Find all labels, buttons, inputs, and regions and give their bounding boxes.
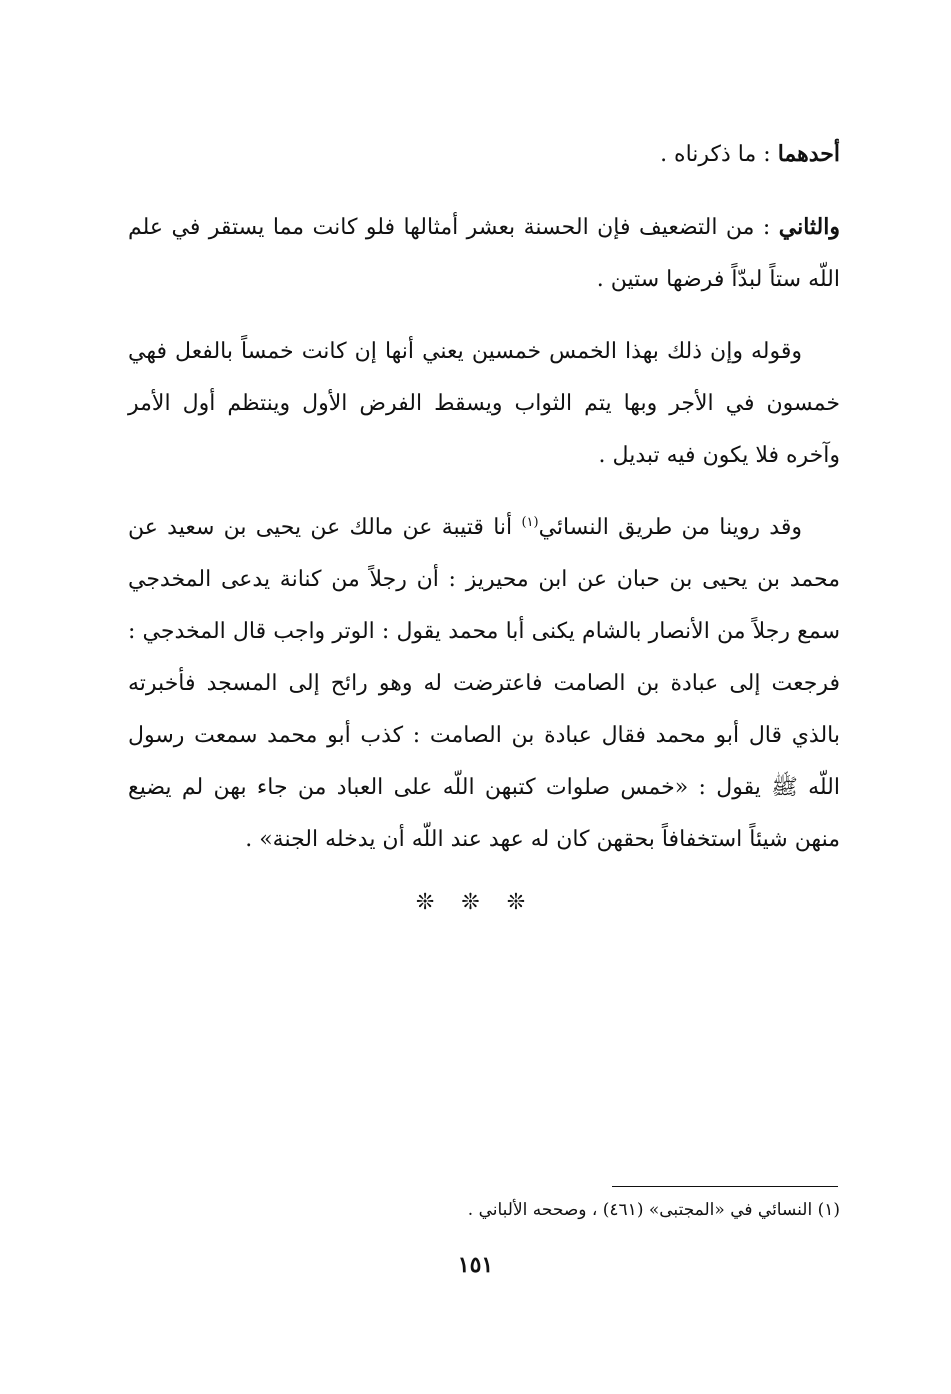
paragraph-2	[128, 201, 840, 306]
paragraph-3: وقوله وإن ذلك بهذا الخمس خمسين يعني أنها إن كانت خمساً بالفعل فهي خمسون في الأجر وبها يتم الثواب ويسقط الفرض الأول وينتظم أول الأمر وآخره فلا يكون فيه تبديل .	[128, 339, 840, 468]
paragraph-4-text-rest: أنا قتيبة عن مالك عن يحيى بن سعيد عن محمد بن يحيى بن حبان عن ابن محيريز : أن رجلاً من كنانة يدعى المخدجي سمع رجلاً من الأنصار بالشام يكنى أبا محمد يقول : الوتر واجب قال المخدجي : فرجعت إلى عبادة بن الصامت فاعترضت له وهو رائح إلى المسجد فأخبرته بالذي قال أبو محمد فقال عبادة بن الصامت : كذب أبو محمد سمعت رسول اللّه ﷺ يقول : «خمس صلوات كتبهن اللّه على العباد من جاء بهن لم يضيع منهن شيئاً استخفافاً بحقهن كان له عهد عند اللّه أن يدخله الجنة» .	[128, 515, 840, 852]
footnote-reference[interactable]: (١)	[521, 515, 539, 530]
footnote: (١) النسائي في «المجتبى» (٤٦١) ، وصححه الألباني .	[467, 1200, 840, 1220]
paragraph-4-text-start: وقد روينا من طريق النسائي	[538, 515, 802, 540]
paragraph-1-text: : ما ذكرناه .	[660, 142, 778, 167]
paragraph-1	[128, 128, 840, 181]
paragraph-1-lead: أحدهما	[777, 141, 840, 167]
main-text	[128, 128, 840, 886]
paragraph-2-text: : من التضعيف فإن الحسنة بعشر أمثالها فلو كانت مما يستقر في علم اللّه ستاً لبدّاً فرضها ستين .	[128, 215, 840, 292]
section-separator: ❊ ❊ ❊	[415, 890, 536, 915]
page-number: ١٥١	[457, 1252, 494, 1278]
footnote-divider	[612, 1186, 838, 1187]
paragraph-2-lead: والثاني	[778, 214, 840, 240]
paragraph-4	[128, 502, 840, 866]
